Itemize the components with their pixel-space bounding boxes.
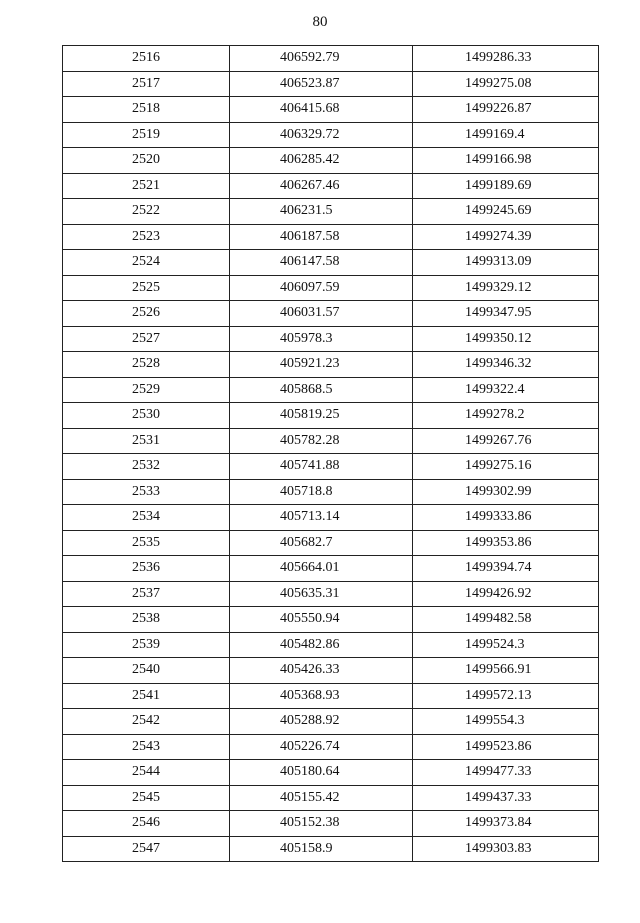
y-coordinate-cell: 1499329.12 [413,275,599,301]
x-coordinate-cell: 406147.58 [230,250,413,276]
x-coordinate-cell: 405426.33 [230,658,413,684]
coordinate-table-body [63,46,599,862]
y-coordinate-cell: 1499482.58 [413,607,599,633]
y-coordinate-cell: 1499437.33 [413,785,599,811]
x-coordinate-cell: 405664.01 [230,556,413,582]
y-coordinate-cell: 1499347.95 [413,301,599,327]
table-row [63,479,599,505]
y-coordinate-cell: 1499274.39 [413,224,599,250]
table-row [63,632,599,658]
y-coordinate-cell: 1499267.76 [413,428,599,454]
point-number-cell: 2524 [63,250,230,276]
point-number-cell: 2537 [63,581,230,607]
point-number-cell: 2536 [63,556,230,582]
point-number-cell: 2544 [63,760,230,786]
point-number-cell: 2521 [63,173,230,199]
table-row [63,199,599,225]
point-number-cell: 2535 [63,530,230,556]
table-row [63,71,599,97]
y-coordinate-cell: 1499166.98 [413,148,599,174]
point-number-cell: 2530 [63,403,230,429]
x-coordinate-cell: 405718.8 [230,479,413,505]
y-coordinate-cell: 1499322.4 [413,377,599,403]
y-coordinate-cell: 1499303.83 [413,836,599,862]
point-number-cell: 2533 [63,479,230,505]
table-row [63,301,599,327]
x-coordinate-cell: 405713.14 [230,505,413,531]
y-coordinate-cell: 1499226.87 [413,97,599,123]
x-coordinate-cell: 405978.3 [230,326,413,352]
x-coordinate-cell: 406187.58 [230,224,413,250]
x-coordinate-cell: 406523.87 [230,71,413,97]
point-number-cell: 2523 [63,224,230,250]
y-coordinate-cell: 1499333.86 [413,505,599,531]
point-number-cell: 2519 [63,122,230,148]
x-coordinate-cell: 405180.64 [230,760,413,786]
point-number-cell: 2542 [63,709,230,735]
point-number-cell: 2543 [63,734,230,760]
table-row [63,122,599,148]
point-number-cell: 2538 [63,607,230,633]
y-coordinate-cell: 1499523.86 [413,734,599,760]
table-row [63,658,599,684]
table-row [63,607,599,633]
x-coordinate-cell: 405921.23 [230,352,413,378]
y-coordinate-cell: 1499426.92 [413,581,599,607]
y-coordinate-cell: 1499346.32 [413,352,599,378]
table-row [63,173,599,199]
x-coordinate-cell: 406267.46 [230,173,413,199]
table-row [63,275,599,301]
table-row [63,250,599,276]
x-coordinate-cell: 405550.94 [230,607,413,633]
y-coordinate-cell: 1499566.91 [413,658,599,684]
y-coordinate-cell: 1499302.99 [413,479,599,505]
x-coordinate-cell: 405155.42 [230,785,413,811]
table-row [63,46,599,72]
point-number-cell: 2534 [63,505,230,531]
x-coordinate-cell: 405482.86 [230,632,413,658]
y-coordinate-cell: 1499373.84 [413,811,599,837]
y-coordinate-cell: 1499477.33 [413,760,599,786]
x-coordinate-cell: 405158.9 [230,836,413,862]
x-coordinate-cell: 405741.88 [230,454,413,480]
table-row [63,428,599,454]
point-number-cell: 2540 [63,658,230,684]
point-number-cell: 2539 [63,632,230,658]
table-row [63,734,599,760]
point-number-cell: 2518 [63,97,230,123]
table-row [63,785,599,811]
y-coordinate-cell: 1499275.08 [413,71,599,97]
coordinate-table [62,45,599,862]
table-row [63,377,599,403]
x-coordinate-cell: 406592.79 [230,46,413,72]
point-number-cell: 2520 [63,148,230,174]
y-coordinate-cell: 1499189.69 [413,173,599,199]
x-coordinate-cell: 405288.92 [230,709,413,735]
table-row [63,326,599,352]
table-row [63,352,599,378]
x-coordinate-cell: 406285.42 [230,148,413,174]
point-number-cell: 2517 [63,71,230,97]
table-row [63,148,599,174]
table-row [63,454,599,480]
point-number-cell: 2545 [63,785,230,811]
point-number-cell: 2526 [63,301,230,327]
y-coordinate-cell: 1499169.4 [413,122,599,148]
x-coordinate-cell: 406415.68 [230,97,413,123]
table-row [63,581,599,607]
point-number-cell: 2527 [63,326,230,352]
x-coordinate-cell: 405152.38 [230,811,413,837]
table-row [63,403,599,429]
point-number-cell: 2541 [63,683,230,709]
point-number-cell: 2516 [63,46,230,72]
y-coordinate-cell: 1499278.2 [413,403,599,429]
y-coordinate-cell: 1499572.13 [413,683,599,709]
table-row [63,836,599,862]
point-number-cell: 2529 [63,377,230,403]
table-row [63,97,599,123]
y-coordinate-cell: 1499353.86 [413,530,599,556]
table-row [63,811,599,837]
table-row [63,760,599,786]
y-coordinate-cell: 1499313.09 [413,250,599,276]
table-row [63,224,599,250]
x-coordinate-cell: 405226.74 [230,734,413,760]
x-coordinate-cell: 405868.5 [230,377,413,403]
x-coordinate-cell: 405819.25 [230,403,413,429]
table-row [63,683,599,709]
table-row [63,556,599,582]
page-number: 80 [312,14,328,30]
point-number-cell: 2546 [63,811,230,837]
x-coordinate-cell: 406097.59 [230,275,413,301]
point-number-cell: 2532 [63,454,230,480]
x-coordinate-cell: 405368.93 [230,683,413,709]
y-coordinate-cell: 1499394.74 [413,556,599,582]
y-coordinate-cell: 1499554.3 [413,709,599,735]
point-number-cell: 2528 [63,352,230,378]
x-coordinate-cell: 405682.7 [230,530,413,556]
x-coordinate-cell: 405782.28 [230,428,413,454]
y-coordinate-cell: 1499275.16 [413,454,599,480]
x-coordinate-cell: 406329.72 [230,122,413,148]
y-coordinate-cell: 1499350.12 [413,326,599,352]
table-row [63,530,599,556]
table-row [63,709,599,735]
y-coordinate-cell: 1499524.3 [413,632,599,658]
y-coordinate-cell: 1499245.69 [413,199,599,225]
x-coordinate-cell: 406231.5 [230,199,413,225]
x-coordinate-cell: 406031.57 [230,301,413,327]
table-row [63,505,599,531]
point-number-cell: 2525 [63,275,230,301]
point-number-cell: 2547 [63,836,230,862]
y-coordinate-cell: 1499286.33 [413,46,599,72]
point-number-cell: 2522 [63,199,230,225]
x-coordinate-cell: 405635.31 [230,581,413,607]
point-number-cell: 2531 [63,428,230,454]
